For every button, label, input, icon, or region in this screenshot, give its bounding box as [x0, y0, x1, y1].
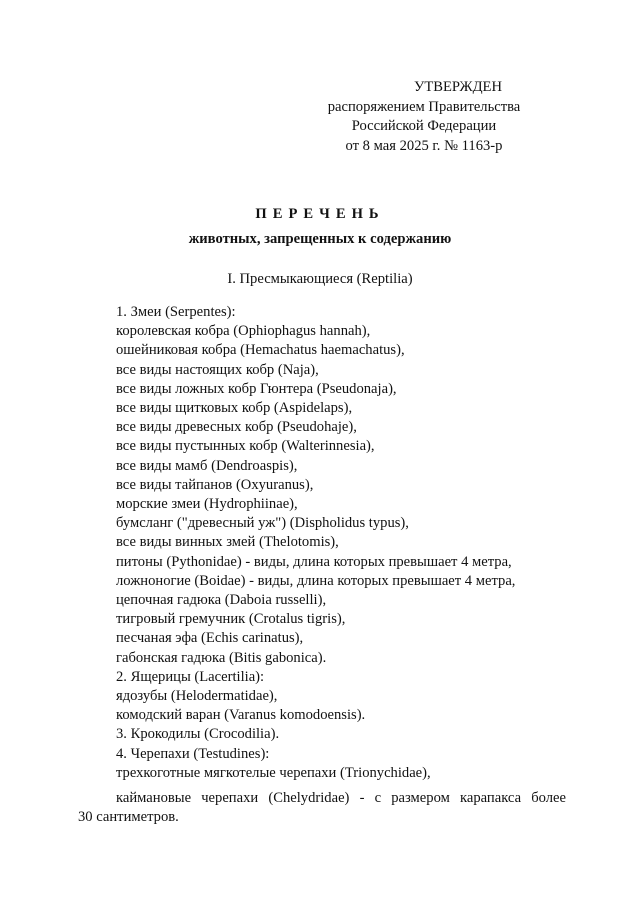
approval-line-1: распоряжением Правительства: [327, 98, 521, 115]
approval-line-3: от 8 мая 2025 г. № 1163-р: [345, 137, 503, 154]
list-line: все виды древесных кобр (Pseudohaje),: [116, 419, 357, 436]
list-line: песчаная эфа (Echis carinatus),: [116, 630, 304, 647]
list-line: трехкоготные мягкотелые черепахи (Trionychidae),: [116, 764, 431, 781]
list-line: бумсланг ("древесный уж") (Dispholidus typus),: [116, 515, 409, 532]
list-line: все виды винных змей (Thelotomis),: [116, 534, 339, 551]
list-line: все виды тайпанов (Oxyuranus),: [116, 476, 314, 493]
list-line: 3. Крокодилы (Crocodilia).: [116, 726, 280, 743]
document-subtitle: животных, запрещенных к содержанию: [188, 231, 452, 247]
list-line: ложноногие (Boidae) - виды, длина которых превышает 4 метра,: [116, 572, 516, 589]
animal-list: [116, 303, 566, 783]
list-line: все виды мамб (Dendroaspis),: [116, 457, 298, 474]
list-line: тигровый гремучник (Crotalus tigris),: [116, 611, 346, 628]
list-line: морские змеи (Hydrophiinae),: [116, 496, 298, 513]
approval-block: [304, 78, 544, 156]
list-line: ядозубы (Helodermatidae),: [116, 688, 278, 705]
list-line: 4. Черепахи (Testudines):: [116, 745, 270, 762]
section-heading: I. Пресмыкающиеся (Reptilia): [227, 271, 413, 287]
approval-heading: УТВЕРЖДЕН: [414, 79, 502, 95]
list-line: все виды ложных кобр Гюнтера (Pseudonaja),: [116, 380, 397, 397]
list-line: питоны (Pythonidae) - виды, длина которых превышает 4 метра,: [116, 553, 512, 570]
closing-line-1: каймановые черепахи (Chelydridae) - с размером карапакса более: [116, 790, 566, 806]
list-line: ошейниковая кобра (Hemachatus haemachatus),: [116, 342, 405, 359]
list-line: все виды щитковых кобр (Aspidelaps),: [116, 400, 353, 417]
list-line: цепочная гадюка (Daboia russelli),: [116, 592, 327, 609]
list-line: габонская гадюка (Bitis gabonica).: [116, 649, 327, 666]
list-line: все виды пустынных кобр (Walterinnesia),: [116, 438, 375, 455]
list-line: 1. Змеи (Serpentes):: [116, 304, 236, 320]
list-line: королевская кобра (Ophiophagus hannah),: [116, 323, 371, 340]
closing-line-2: 30 сантиметров.: [78, 809, 179, 826]
document-title: ПЕРЕЧЕНЬ: [255, 206, 385, 222]
list-line: 2. Ящерицы (Lacertilia):: [116, 668, 265, 685]
list-line: все виды настоящих кобр (Naja),: [116, 361, 319, 378]
approval-line-2: Российской Федерации: [351, 118, 497, 134]
list-line: комодский варан (Varanus komodoensis).: [116, 707, 366, 724]
closing-paragraph: [78, 789, 566, 827]
